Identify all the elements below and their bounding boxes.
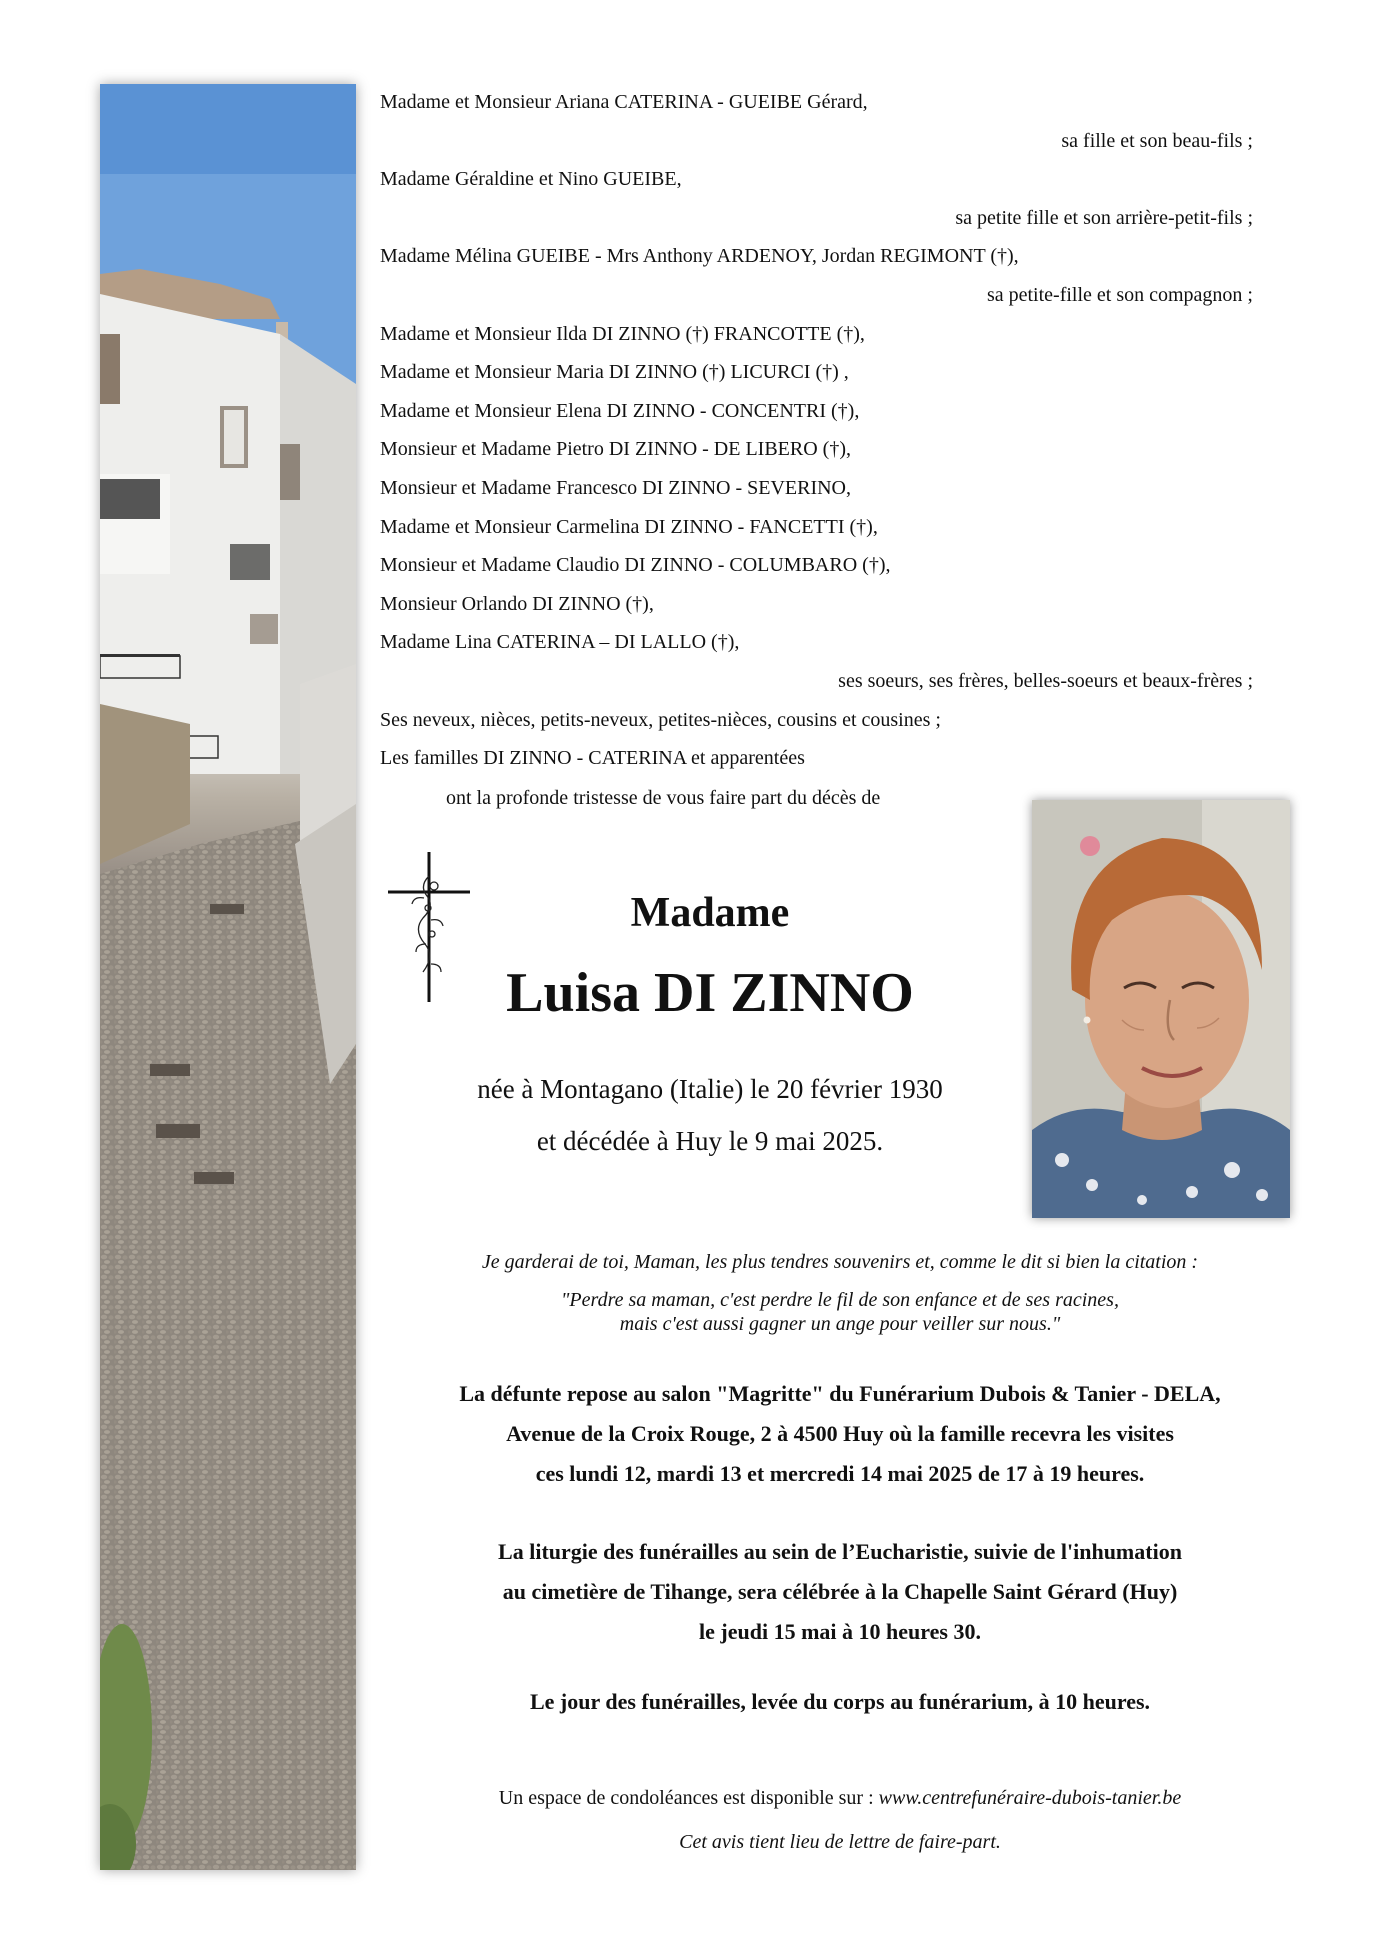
family-line: Madame et Monsieur Ilda DI ZINNO (†) FRANCOTTE (†),: [380, 323, 865, 345]
deceased-title: Madame: [630, 890, 790, 936]
family-line: Monsieur et Madame Francesco DI ZINNO - SEVERINO,: [380, 477, 851, 499]
visitation-line-1: La défunte repose au salon "Magritte" du Funérarium Dubois & Tanier - DELA,: [459, 1381, 1221, 1406]
birth-info: née à Montagano (Italie) le 20 février 1930: [477, 1074, 943, 1104]
family-line: Madame Mélina GUEIBE - Mrs Anthony ARDENOY, Jordan REGIMONT (†),: [380, 245, 1019, 267]
liturgy-line-3: le jeudi 15 mai à 10 heures 30.: [699, 1619, 981, 1644]
announcement-intro: ont la profonde tristesse de vous faire part du décès de: [446, 787, 881, 809]
portrait-photo: [1032, 800, 1290, 1218]
condolences-link[interactable]: www.centrefunéraire-dubois-tanier.be: [878, 1787, 1182, 1809]
street-illustration: [100, 84, 356, 1870]
family-line: Madame et Monsieur Maria DI ZINNO (†) LICURCI (†) ,: [380, 361, 849, 383]
liturgy-line-2: au cimetière de Tihange, sera célébrée à la Chapelle Saint Gérard (Huy): [502, 1579, 1178, 1604]
family-line: Ses neveux, nièces, petits-neveux, petites-nièces, cousins et cousines ;: [380, 709, 941, 731]
closing-note: Cet avis tient lieu de lettre de faire-part.: [679, 1831, 1001, 1853]
family-line: Madame et Monsieur Carmelina DI ZINNO - FANCETTI (†),: [380, 516, 878, 538]
departure-info: Le jour des funérailles, levée du corps au funérarium, à 10 heures.: [529, 1689, 1151, 1714]
family-line: Les familles DI ZINNO - CATERINA et apparentées: [380, 747, 805, 769]
visitation-line-3: ces lundi 12, mardi 13 et mercredi 14 mai 2025 de 17 à 19 heures.: [535, 1461, 1145, 1486]
family-line: ses soeurs, ses frères, belles-soeurs et beaux-frères ;: [838, 670, 1253, 692]
condolences-line: [380, 1786, 1300, 1810]
family-line: Monsieur et Madame Claudio DI ZINNO - COLUMBARO (†),: [380, 554, 891, 576]
quote-line-1: "Perdre sa maman, c'est perdre le fil de son enfance et de ses racines,: [561, 1289, 1119, 1311]
family-line: Madame Géraldine et Nino GUEIBE,: [380, 168, 682, 190]
family-line: Monsieur et Madame Pietro DI ZINNO - DE LIBERO (†),: [380, 438, 852, 460]
condolences-text: Un espace de condoléances est disponible sur :: [498, 1787, 879, 1809]
family-line: sa petite-fille et son compagnon ;: [986, 284, 1253, 306]
visitation-line-2: Avenue de la Croix Rouge, 2 à 4500 Huy où la famille recevra les visites: [506, 1421, 1174, 1446]
liturgy-line-1: La liturgie des funérailles au sein de l’Eucharistie, suivie de l'inhumation: [498, 1539, 1182, 1564]
family-line: sa petite fille et son arrière-petit-fils ;: [955, 207, 1253, 229]
family-line: Madame et Monsieur Elena DI ZINNO - CONCENTRI (†),: [380, 400, 860, 422]
portrait-illustration: [1032, 800, 1290, 1218]
family-line: Madame Lina CATERINA – DI LALLO (†),: [380, 631, 740, 653]
death-info: et décédée à Huy le 9 mai 2025.: [536, 1126, 884, 1156]
family-line: sa fille et son beau-fils ;: [1061, 130, 1253, 152]
decorative-street-photo: [100, 84, 356, 1870]
family-line: Monsieur Orlando DI ZINNO (†),: [380, 593, 654, 615]
family-line: Madame et Monsieur Ariana CATERINA - GUEIBE Gérard,: [380, 91, 868, 113]
quote-line-2: mais c'est aussi gagner un ange pour veiller sur nous.": [619, 1313, 1061, 1335]
tribute-lead: Je garderai de toi, Maman, les plus tendres souvenirs et, comme le dit si bien la citation :: [481, 1251, 1199, 1273]
deceased-name: Luisa DI ZINNO: [506, 962, 914, 1024]
